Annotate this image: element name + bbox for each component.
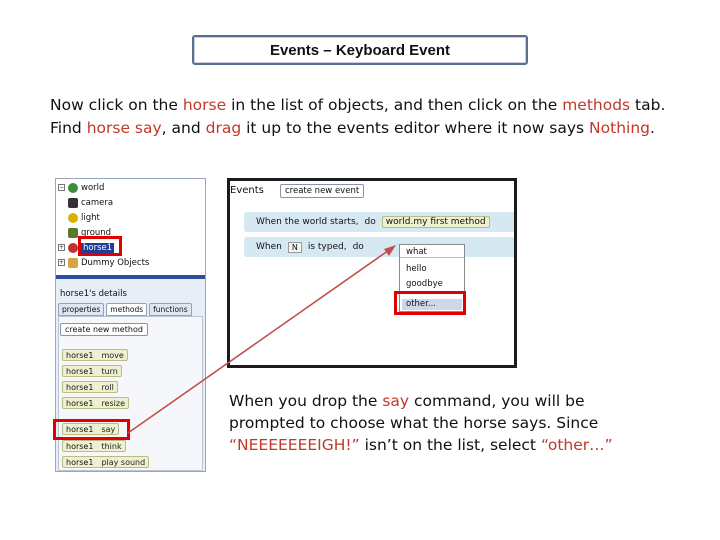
dropdown-item-other[interactable]: other... xyxy=(406,299,436,309)
event-condition: When the world starts, xyxy=(256,217,359,227)
instruction-segment: drag xyxy=(205,119,242,137)
instruction-segment: horse xyxy=(182,96,227,114)
instruction-segment: Now click on the xyxy=(50,96,183,114)
method-name: think xyxy=(101,441,122,451)
events-label: Events xyxy=(230,185,264,196)
note-segment: “NEEEEEEEIGH!” xyxy=(229,436,360,454)
tab-properties[interactable]: properties xyxy=(58,303,104,316)
tree-item-label: light xyxy=(81,212,100,223)
dropdown-header: what xyxy=(406,247,427,257)
method-name: move xyxy=(101,350,124,360)
slide-title: Events – Keyboard Event xyxy=(192,35,528,65)
method-name: roll xyxy=(101,382,114,392)
instruction-segment: methods xyxy=(562,96,631,114)
instruction-segment: Nothing xyxy=(589,119,650,137)
note-text xyxy=(229,390,649,456)
note-segment: command, you will be prompted to choose what the horse says. Since xyxy=(229,392,599,432)
create-new-event-button[interactable]: create new event xyxy=(280,184,364,198)
event-condition: When xyxy=(256,242,282,252)
instruction-segment: in the list of objects, and then click on the xyxy=(226,96,563,114)
event-method-tile[interactable]: world.my first method xyxy=(382,216,490,228)
note-segment: “other…” xyxy=(540,436,613,454)
method-name: say xyxy=(101,424,116,434)
tree-item-label: camera xyxy=(81,197,114,208)
details-title: horse1's details xyxy=(60,289,127,299)
collapse-icon[interactable]: − xyxy=(59,184,65,191)
tree-item-label: horse1 xyxy=(83,242,113,253)
method-object: horse1 xyxy=(66,350,94,360)
instruction-segment: , and xyxy=(161,119,206,137)
event-condition-suffix: is typed, xyxy=(307,242,347,252)
dropdown-item-goodbye[interactable]: goodbye xyxy=(406,279,443,289)
method-object: horse1 xyxy=(66,382,94,392)
method-name: resize xyxy=(101,398,125,408)
tab-methods[interactable]: methods xyxy=(106,303,147,316)
method-name: turn xyxy=(101,366,118,376)
method-object: horse1 xyxy=(66,441,94,451)
note-segment: say xyxy=(382,392,410,410)
method-name: play sound xyxy=(101,457,146,467)
method-object: horse1 xyxy=(66,398,94,408)
tab-functions[interactable]: functions xyxy=(149,303,192,316)
note-segment: isn’t on the list, select xyxy=(359,436,541,454)
create-new-method-button[interactable]: create new method xyxy=(60,323,148,336)
event-do-label: do xyxy=(364,217,376,227)
key-selector[interactable]: N xyxy=(288,242,302,253)
instruction-segment: tab. Find xyxy=(50,96,666,137)
event-do-label: do xyxy=(352,242,364,252)
expand-icon[interactable]: + xyxy=(59,244,65,251)
method-object: horse1 xyxy=(66,366,94,376)
note-segment: When you drop the xyxy=(229,392,383,410)
method-object: horse1 xyxy=(66,424,94,434)
instruction-segment: . xyxy=(650,119,655,137)
tree-item-label: world xyxy=(81,182,105,193)
instruction-segment: it up to the events editor where it now says xyxy=(241,119,590,137)
tree-item-label: ground xyxy=(81,227,112,238)
tree-item-label: Dummy Objects xyxy=(81,257,150,268)
instruction-segment: horse say xyxy=(86,119,162,137)
method-object: horse1 xyxy=(66,457,94,467)
expand-icon[interactable]: + xyxy=(59,259,65,266)
dropdown-item-hello[interactable]: hello xyxy=(406,264,427,274)
